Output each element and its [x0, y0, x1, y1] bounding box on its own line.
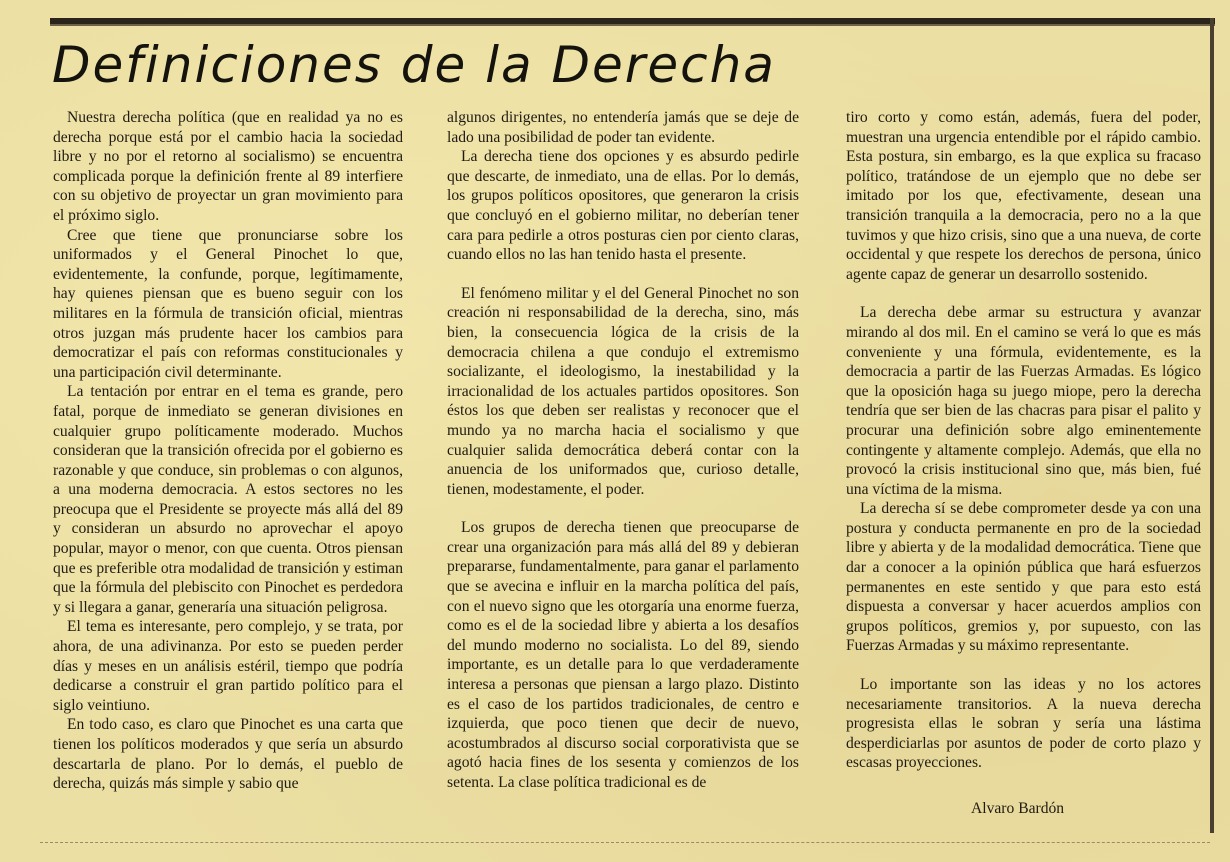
paragraph-8: Los grupos de derecha tienen que preocuparse de crear una organización para más allá del 89 y debieran prepararse, fundamentalmente, para ganar el parlamento que se avecina e influir en la marcha política del país, con el nuevo signo que les otorgaría una enorme fuerza, como es el de la sociedad libre y abierta a los desafíos del mundo moderno no socialista. Lo del 89, siendo importante, es un detalle para lo que verdaderamente interesa a personas que piensan a largo plazo. Distinto es el caso de los partidos tradicionales, de centro e izquierda, que poco tienen que decir de nuevo, acostumbrados al discurso social corporativista que se agotó hacia fines de los sesenta y comienzos de los setenta. La clase política tradicional es de [447, 519, 799, 791]
paragraph-6: La derecha tiene dos opciones y es absurdo pedirle que descarte, de inmediato, una de ellas. Por lo demás, los grupos políticos opositores, que generaron la crisis que concluyó en el gobierno militar, no deberían tener cara para pedirle a otros posturas cien por ciento claras, cuando ellos no las han tenido hasta el presente. [447, 148, 799, 264]
bottom-rule [40, 842, 1210, 844]
paragraph-10: La derecha sí se debe comprometer desde ya con una postura y conducta permanente en pro de la sociedad libre y abierta y de la modalidad democrática. Tiene que dar a conocer a la opinión pública que hará esfuerzos permanentes en este sentido y que para esto está dispuesta a conversar y hacer acuerdos amplios con grupos políticos, gremios y, por supuesto, con las Fuerzas Armadas y su máximo representante. [846, 500, 1201, 655]
column-3 [846, 108, 1201, 773]
paragraph-5: En todo caso, es claro que Pinochet es una carta que tienen los políticos moderados y que sería un absurdo descartarla de plano. Por lo demás, el pueblo de derecha, quizás más simple y sabio que [53, 716, 403, 793]
paragraph-9: La derecha debe armar su estructura y avanzar mirando al dos mil. En el camino se verá lo que es más conveniente y una fórmula, evidentemente, es la democracia a partir de las Fuerzas Armadas. Es lógico que la oposición haga su juego miope, pero la derecha tendría que ser bien de las chacras para pisar el palito y procurar una definición sobre algo eminentemente contingente y altamente complejo. Además, que ella no provocó la crisis institucional sino que, más bien, fué una víctima de la misma. [846, 304, 1201, 498]
paragraph-4: El tema es interesante, pero complejo, y se trata, por ahora, de una adivinanza. Por esto se pueden perder días y meses en un análisis estéril, tiempo que podría dedicarse a construir el gran partido político para el siglo veintiuno. [53, 618, 403, 714]
column-2 [447, 108, 799, 793]
paragraph-8-continued: tiro corto y como están, además, fuera del poder, muestran una urgencia entendible por el rápido cambio. Esta postura, sin embargo, es la que explica su fracaso político, tratándose de un ejemplo que no debe ser imitado por los que, efectivamente, desean una transición tranquila a la democracia, pero no a la que tuvimos y que hizo crisis, sino que a una nueva, de corte occidental y que respete los derechos de persona, único agente capaz de generar un desarrollo sostenido. [846, 109, 1201, 283]
paragraph-7: El fenómeno militar y el del General Pinochet no son creación ni responsabilidad de la derecha, sino, más bien, la consecuencia lógica de la crisis de la democracia chilena a que condujo el extremismo socializante, el ideologismo, la inestabilidad y la irracionalidad de los actuales partidos opositores. Son éstos los que deben ser realistas y reconocer que el mundo ya no marcha hacia el socialismo y que cualquier salida democrática deberá contar con la anuencia de los uniformados que, curioso detalle, tienen, modestamente, el poder. [447, 284, 799, 498]
article-headline: Definiciones de la Derecha [52, 36, 776, 94]
paragraph-5-continued: algunos dirigentes, no entendería jamás que se deje de lado una posibilidad de poder tan evidente. [447, 109, 799, 146]
paragraph-3: La tentación por entrar en el tema es grande, pero fatal, porque de inmediato se generan divisiones en cualquier grupo políticamente moderado. Muchos consideran que la transición ofrecida por el gobierno es razonable y que conduce, sin problemas o con algunos, a una moderna democracia. A estos sectores no les preocupa que el Presidente se proyecte más allá del 89 y consideran un absurdo no aprovechar el apoyo popular, mayor o menor, con que cuenta. Otros piensan que es preferible otra modalidad de transición y estiman que la fórmula del plebiscito con Pinochet es perdedora y si llegara a ganar, generaría una situación peligrosa. [53, 383, 403, 616]
right-rule [1210, 18, 1214, 833]
top-rule [50, 18, 1215, 26]
paragraph-1: Nuestra derecha política (que en realidad ya no es derecha porque está por el cambio hacia la sociedad libre y no por el retorno al socialismo) se encuentra complicada porque la definición frente al 89 interfiere con su objetivo de proyectar un gran movimiento para el próximo siglo. [53, 109, 403, 224]
column-1 [53, 108, 403, 794]
author-byline: Alvaro Bardón [971, 800, 1065, 817]
paragraph-2: Cree que tiene que pronunciarse sobre los uniformados y el General Pinochet lo que, evidentemente, la confunde, porque, legítimamente, hay quienes piensan que es bueno seguir con los militares en la fórmula de transición oficial, mientras otros juzgan más prudente hacer los cambios para democratizar el país con reformas constitucionales y una participación civil determinante. [53, 226, 403, 381]
paragraph-11: Lo importante son las ideas y no los actores necesariamente transitorios. A la nueva derecha progresista ellas le sobran y sería una lástima desperdiciarlas por asuntos de poder de corto plazo y escasas proyecciones. [846, 676, 1201, 772]
